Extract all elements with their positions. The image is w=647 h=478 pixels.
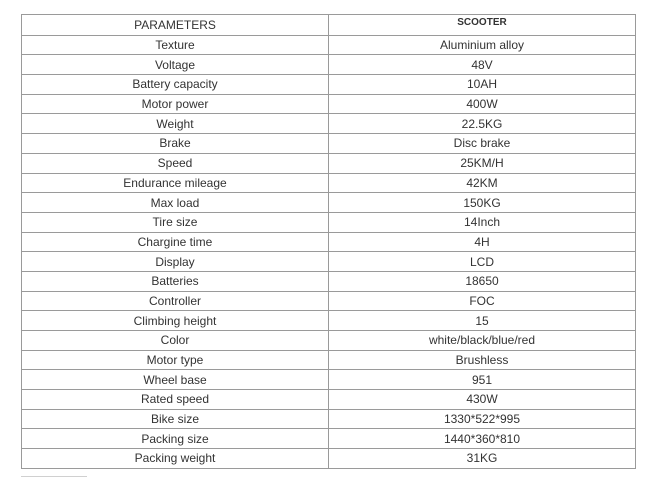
param-value: 18650 [329,271,636,291]
table-row [22,331,636,351]
table-row [22,390,636,410]
param-value: 430W [329,390,636,410]
param-value: Brushless [329,350,636,370]
param-value: 22.5KG [329,114,636,134]
table-row [22,252,636,272]
param-value: 1440*360*810 [329,429,636,449]
table-row [22,75,636,95]
param-value: 14Inch [329,212,636,232]
param-value: LCD [329,252,636,272]
param-value: FOC [329,291,636,311]
param-name: Chargine time [22,232,329,252]
table-row [22,232,636,252]
param-name: Controller [22,291,329,311]
param-name: Tire size [22,212,329,232]
param-name: Display [22,252,329,272]
param-value: 25KM/H [329,153,636,173]
param-value: 31KG [329,449,636,469]
table-row [22,134,636,154]
param-value: 400W [329,94,636,114]
param-value: white/black/blue/red [329,331,636,351]
table-row [22,429,636,449]
param-value: 951 [329,370,636,390]
table-row [22,449,636,469]
param-value: 1330*522*995 [329,409,636,429]
param-name: Color [22,331,329,351]
table-row [22,173,636,193]
param-name: Rated speed [22,390,329,410]
table-row [22,311,636,331]
table-row [22,291,636,311]
param-name: Voltage [22,55,329,75]
param-name: Packing size [22,429,329,449]
table-row [22,114,636,134]
param-name: Endurance mileage [22,173,329,193]
param-value: 10AH [329,75,636,95]
table-header-row [22,15,636,36]
param-value: 4H [329,232,636,252]
bottom-divider [21,476,87,477]
param-name: Packing weight [22,449,329,469]
table-row [22,370,636,390]
param-name: Max load [22,193,329,213]
param-name: Batteries [22,271,329,291]
param-name: Brake [22,134,329,154]
param-name: Battery capacity [22,75,329,95]
table-row [22,55,636,75]
param-value: Disc brake [329,134,636,154]
param-value: 48V [329,55,636,75]
table-row [22,409,636,429]
param-name: Motor type [22,350,329,370]
table-row [22,212,636,232]
table-row [22,350,636,370]
param-value: Aluminium alloy [329,35,636,55]
table-row [22,271,636,291]
header-parameters: PARAMETERS [22,15,329,36]
parameters-table [21,14,636,469]
table-row [22,153,636,173]
param-name: Motor power [22,94,329,114]
param-name: Texture [22,35,329,55]
param-value: 150KG [329,193,636,213]
header-scooter: SCOOTER [329,15,636,36]
param-value: 15 [329,311,636,331]
param-name: Speed [22,153,329,173]
param-name: Wheel base [22,370,329,390]
param-name: Climbing height [22,311,329,331]
table-row [22,193,636,213]
table-row [22,94,636,114]
param-name: Bike size [22,409,329,429]
param-value: 42KM [329,173,636,193]
param-name: Weight [22,114,329,134]
table-row [22,35,636,55]
